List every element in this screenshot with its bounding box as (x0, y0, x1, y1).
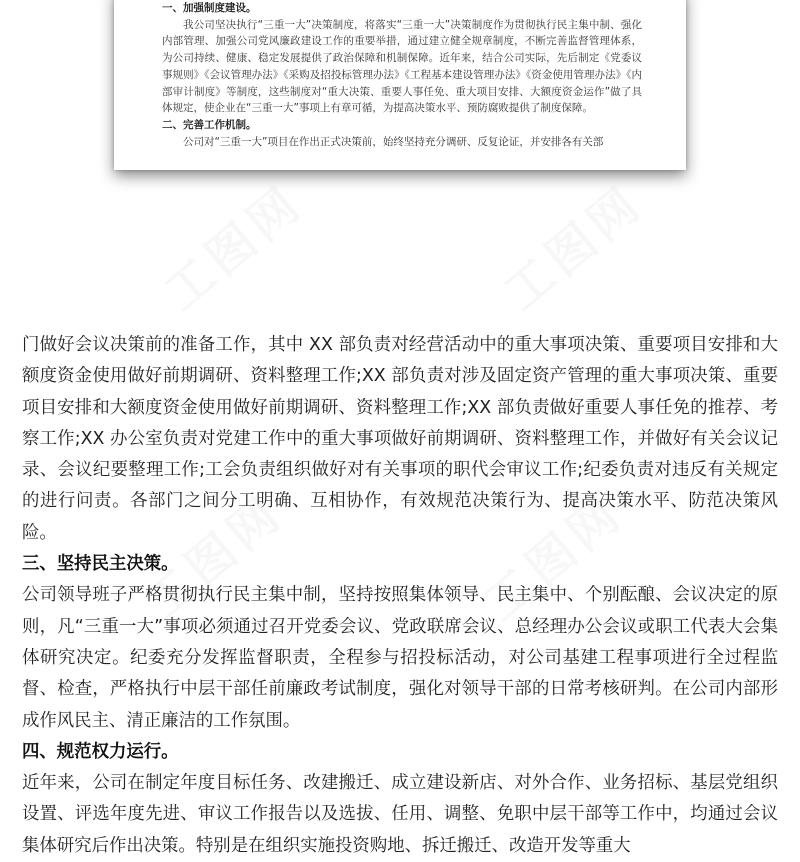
preview-section1-heading: 一、加强制度建设。 (162, 2, 257, 14)
paragraph-power-regulation: 近年来，公司在制定年度目标任务、改建搬迁、成立建设新店、对外合作、业务招标、基层党组织设置、评选年度先进、审议工作报告以及选拔、任用、调整、免职中层干部等工作中，均通过会议集体研究后作出决策。特别是在组织实施投资购地、拆迁搬迁、改造开发等重大 (22, 773, 778, 856)
paragraph-work-division: 门做好会议决策前的准备工作，其中 XX 部负责对经营活动中的重大事项决策、重要项目安排和大额度资金使用做好前期调研、资料整理工作;XX 部负责对涉及固定资产管理的重大事项决策、重要项目安排和大额度资金使用做好前期调研、资料整理工作;XX 部负责做好重要人事任免的推荐、考察工作;XX 办公室负责对党建工作中的重大事项做好前期调研、资料整理工作，并做好有关会议记录、会议纪要整理工作;工会负责组织做好对有关事项的职代会审议工作;纪委负责对违反有关规定的进行问责。各部门之间分工明确、互相协作，有效规范决策行为、提高决策水平、防范决策风险。 (22, 335, 778, 543)
preview-content (162, 0, 642, 150)
preview-section2-body: 公司对“三重一大”项目在作出正式决策前，始终坚持充分调研、反复论证，并安排各有关部 (183, 135, 604, 148)
watermark: 工图网 (473, 484, 634, 632)
watermark: 工图网 (133, 484, 294, 632)
section-heading-democratic-decision: 三、坚持民主决策。 (22, 554, 179, 575)
document-preview-card (114, 0, 686, 170)
section-heading-power-regulation: 四、规范权力运行。 (22, 741, 179, 762)
paragraph-democratic-decision: 公司领导班子严格贯彻执行民主集中制，坚持按照集体领导、民主集中、个别酝酿、会议决定的原则，凡“三重一大”事项必须通过召开党委会议、党政联席会议、总经理办公会议或职工代表大会集体研究决定。纪委充分发挥监督职责，全程参与招投标活动，对公司基建工程事项进行全过程监督、检查，严格执行中层干部任前廉政考试制度，强化对领导干部的日常考核研判。在公司内部形成作风民主、清正廉洁的工作氛围。 (22, 585, 778, 731)
preview-section1-body: 我公司坚决执行“三重一大”决策制度，将落实“三重一大”决策制度作为贯彻执行民主集中制、强化内部管理、加强公司党风廉政建设工作的重要举措，通过建立健全规章制度，不断完善监督管理体系，为公司持续、健康、稳定发展提供了政治保障和机制保障。近年来，结合公司实际，先后制定《党委议事规则》《会议管理办法》《采购及招投标管理办法》《工程基本建设管理办法》《资金使用管理办法》《内部审计制度》等制度，这些制度对“重大决策、重要人事任免、重大项目安排、大额度资金运作”做了具体规定，使企业在“三重一大”事项上有章可循，为提高决策水平、预防腐败提供了制度保障。 (162, 18, 642, 115)
preview-section2-heading: 二、完善工作机制。 (162, 118, 257, 131)
document-body (22, 330, 778, 862)
